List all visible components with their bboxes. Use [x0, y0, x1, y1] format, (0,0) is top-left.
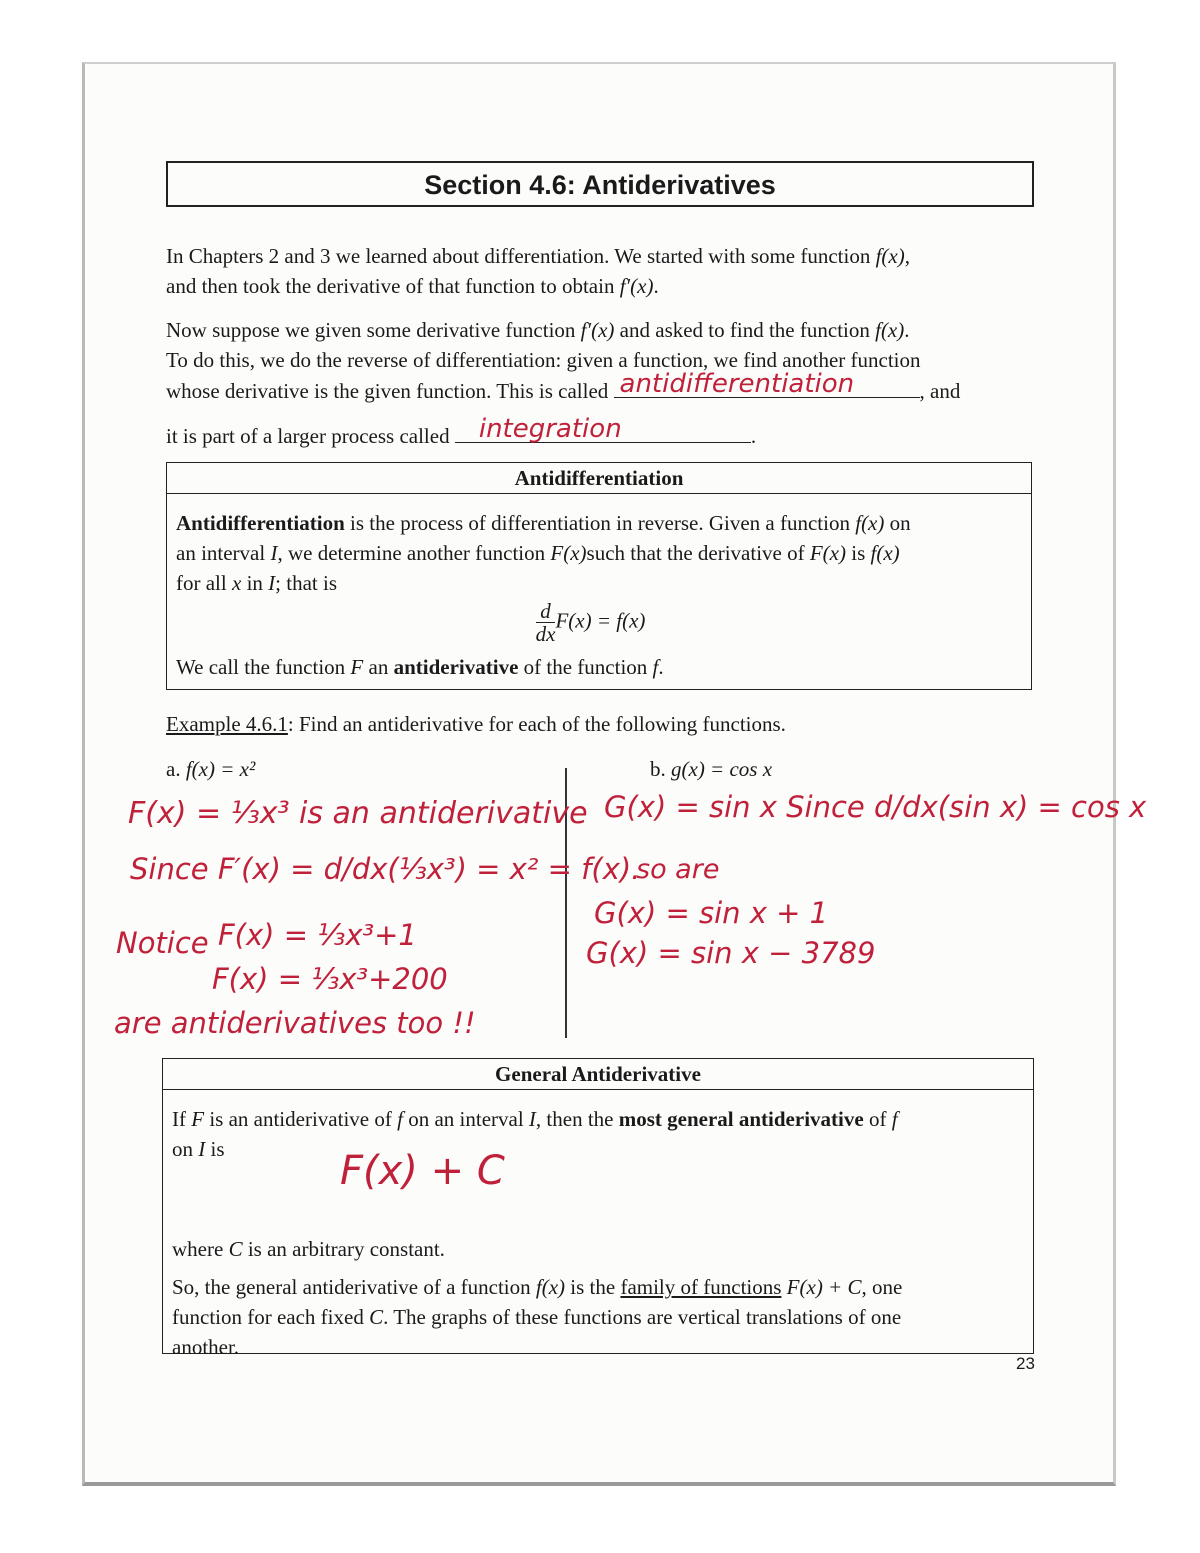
- answer-integration: integration: [478, 414, 622, 444]
- page-number: 23: [1016, 1354, 1035, 1373]
- intro-line-6: it is part of a larger process called integration .: [166, 414, 757, 448]
- intro-line-2: and then took the derivative of that function to obtain f′(x).: [166, 274, 659, 298]
- blank-antidifferentiation[interactable]: [614, 369, 920, 399]
- intro-paragraph: [166, 241, 1036, 451]
- general-line-4: So, the general antiderivative of a function f(x) is the family of functions F(x) + C, one: [172, 1275, 903, 1299]
- general-antiderivative-heading: General Antiderivative: [163, 1059, 1033, 1090]
- handwritten-a-line-3: F(x) = ⅓x³+1: [218, 918, 417, 952]
- antidiff-line-3: for all x in I; that is: [176, 571, 337, 595]
- example-heading: Example 4.6.1: Find an antiderivative for each of the following functions.: [166, 712, 786, 736]
- example-part-b: b. g(x) = cos x: [650, 757, 773, 781]
- intro-line-1: In Chapters 2 and 3 we learned about differentiation. We started with some function f(x),: [166, 244, 910, 268]
- handwritten-a-line-2: Since F′(x) = d/dx(⅓x³) = x² = f(x).: [130, 852, 641, 886]
- handwritten-b-line-1: G(x) = sin x Since d/dx(sin x) = cos x: [604, 790, 1147, 824]
- intro-line-5: whose derivative is the given function. This is called antidifferentiation , and: [166, 369, 961, 403]
- intro-line-4: To do this, we do the reverse of differentiation: given a function, we find another function: [166, 348, 921, 372]
- general-line-5: function for each fixed C. The graphs of these functions are vertical translations of one: [172, 1305, 902, 1329]
- intro-line-3: Now suppose we given some derivative function f′(x) and asked to find the function f(x).: [166, 318, 910, 342]
- general-line-6: another.: [172, 1335, 240, 1359]
- answer-antidifferentiation: antidifferentiation: [619, 369, 855, 399]
- antidifferentiation-box: [166, 462, 1032, 690]
- handwritten-a-notice: Notice: [116, 926, 209, 960]
- general-antiderivative-box: [162, 1058, 1034, 1359]
- antidiff-line-1: Antidifferentiation is the process of differentiation in reverse. Given a function f(x) on: [176, 511, 911, 535]
- handwritten-b-line-3: G(x) = sin x + 1: [594, 896, 829, 930]
- handwritten-a-line-1: F(x) = ⅓x³ is an antiderivative: [128, 796, 588, 831]
- section-title: Section 4.6: Antiderivatives: [166, 161, 1034, 207]
- handwritten-b-line-2: so are: [636, 854, 720, 885]
- general-line-3: where C is an arbitrary constant.: [172, 1237, 445, 1261]
- antiderivative-equation: $\frac{d}{dx}$ F(x) = f(x): [535, 599, 646, 646]
- handwritten-b-line-4: G(x) = sin x − 3789: [586, 936, 876, 970]
- general-line-1: If F is an antiderivative of f on an interval I, then the most general antiderivative of f: [172, 1107, 898, 1131]
- general-line-2: on I is: [172, 1137, 225, 1161]
- antidifferentiation-heading: Antidifferentiation: [167, 463, 1031, 494]
- handwritten-a-line-5: are antiderivatives too !!: [114, 1006, 476, 1040]
- antidiff-line-2: an interval I, we determine another function F(x)such that the derivative of F(x) is f(x): [176, 541, 900, 565]
- antidiff-line-4: We call the function F an antiderivative of the function f.: [176, 655, 664, 679]
- example-part-a: a. f(x) = x²: [166, 757, 256, 781]
- handwritten-general-antiderivative: F(x) + C: [340, 1148, 505, 1194]
- handwritten-a-line-4: F(x) = ⅓x³+200: [212, 962, 448, 996]
- blank-integration[interactable]: [455, 414, 751, 444]
